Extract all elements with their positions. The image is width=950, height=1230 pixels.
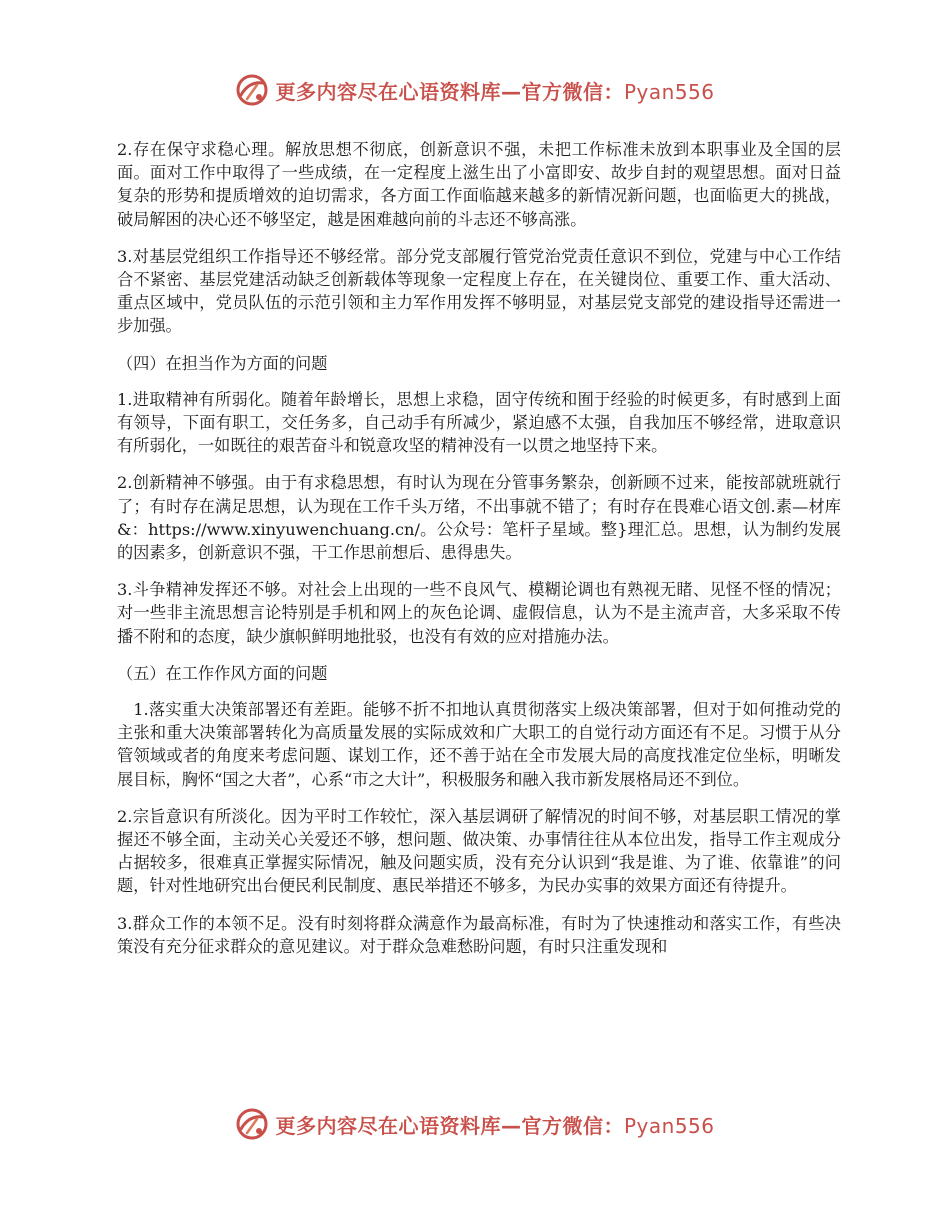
section-heading: （四）在担当作为方面的问题 (117, 353, 328, 373)
footer-banner (0, 1104, 950, 1144)
paragraph: 3.对基层党组织工作指导还不够经常。部分党支部履行管党治党责任意识不到位，党建与中心工作结合不紧密、基层党建活动缺乏创新载体等现象一定程度上存在，在关键岗位、重要工作、重大活动、重点区域中，党员队伍的示范引领和主力军作用发挥不够明显，对基层党支部党的建设指导还需进一步加强。 (117, 246, 841, 336)
brand-logo-icon (235, 1107, 269, 1141)
paragraph: 3.斗争精神发挥还不够。对社会上出现的一些不良风气、模糊论调也有熟视无睹、见怪不怪的情况；对一些非主流思想言论特别是手机和网上的灰色论调、虚假信息，认为不是主流声音，大多采取不传播不附和的态度，缺少旗帜鲜明地批驳，也没有有效的应对措施办法。 (117, 580, 841, 646)
footer-banner-text: 更多内容尽在心语资料库—官方微信：Pyan556 (275, 1113, 715, 1138)
paragraph: 1.落实重大决策部署还有差距。能够不折不扣地认真贯彻落实上级决策部署，但对于如何推动党的主张和重大决策部署转化为高质量发展的实际成效和广大职工的自觉行动方面还有不足。习惯于从分管领域或者的角度来考虑问题、谋划工作，还不善于站在全市发展大局的高度找准定位坐标，明晰发展目标，胸怀“国之大者”，心系“市之大计”，积极服务和融入我市新发展格局还不到位。 (117, 700, 841, 789)
header-wechat-id: Pyan556 (623, 79, 715, 104)
paragraph: 2.宗旨意识有所淡化。因为平时工作较忙，深入基层调研了解情况的时间不够，对基层职工情况的掌握还不够全面，主动关心关爱还不够，想问题、做决策、办事情往往从本位出发，指导工作主观成分占据较多，很难真正掌握实际情况，触及问题实质，没有充分认识到“我是谁、为了谁、依靠谁”的问题，针对性地研究出台便民利民制度、惠民举措还不够多，为民办实事的效果方面还有待提升。 (117, 806, 841, 896)
paragraph: 2.存在保守求稳心理。解放思想不彻底，创新意识不强，未把工作标准未放到本职事业及全国的层面。面对工作中取得了一些成绩，在一定程度上滋生出了小富即安、故步自封的观望思想。面对日益复杂的形势和提质增效的迫切需求，各方面工作面临越来越多的新情况新问题，也面临更大的挑战，破局解困的决心还不够坚定，越是困难越向前的斗志还不够高涨。 (117, 140, 841, 229)
paragraph: 2.创新精神不够强。由于有求稳思想，有时认为现在分管事务繁杂，创新顾不过来，能按部就班就行了；有时存在满足思想，认为现在工作千头万绪，不出事就不错了；有时存在畏难心语文创.素—材库&：https://www.xinyuwenchuang.cn/。公众号：笔杆子星域。整}理汇总。思想，认为制约发展的因素多，创新意识不强，干工作思前想后、患得患失。 (117, 473, 841, 563)
header-banner (0, 70, 950, 110)
header-banner-text: 更多内容尽在心语资料库—官方微信：Pyan556 (275, 79, 715, 104)
paragraph: 3.群众工作的本领不足。没有时刻将群众满意作为最高标准，有时为了快速推动和落实工作，有些决策没有充分征求群众的意见建议。对于群众急难愁盼问题，有时只注重发现和 (117, 913, 841, 956)
document-body (117, 138, 841, 972)
brand-logo-icon (235, 73, 269, 107)
paragraph: 1.进取精神有所弱化。随着年龄增长，思想上求稳，固守传统和囿于经验的时候更多，有时感到上面有领导，下面有职工，交任务多，自己动手有所减少，紧迫感不太强，自我加压不够经常，进取意识有所弱化，一如既往的艰苦奋斗和锐意攻坚的精神没有一以贯之地坚持下来。 (117, 389, 841, 456)
section-heading: （五）在工作作风方面的问题 (117, 663, 328, 683)
footer-wechat-id: Pyan556 (623, 1113, 715, 1138)
